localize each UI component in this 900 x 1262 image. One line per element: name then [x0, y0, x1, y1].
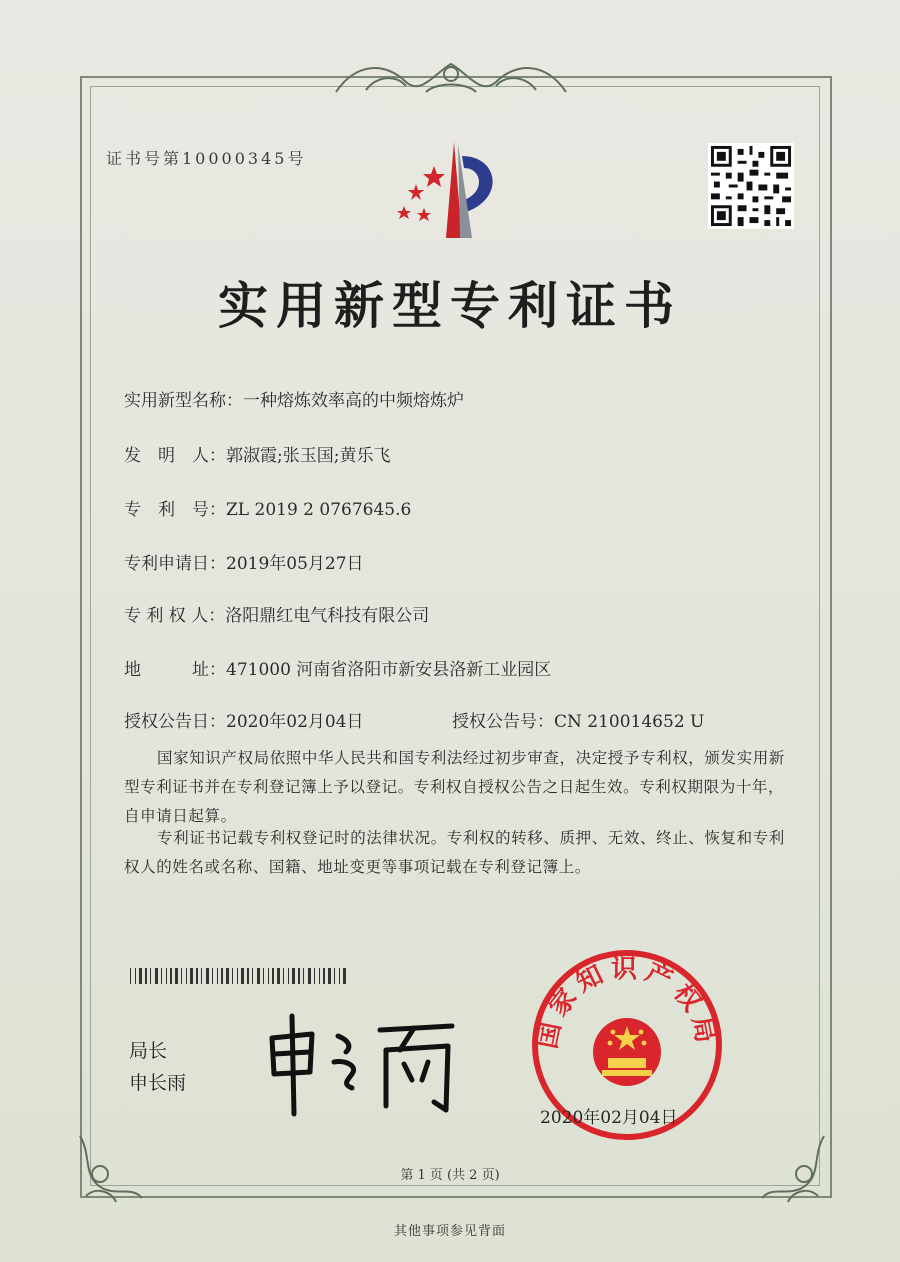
handwritten-signature: [262, 1010, 462, 1120]
patent-holder-value: 洛阳鼎红电气科技有限公司: [225, 606, 430, 626]
grant-number-value: CN 210014652 U: [554, 712, 705, 732]
inventor-row: [124, 441, 390, 466]
grant-date-label: 授权公告日：: [124, 712, 226, 732]
footer-note: 其他事项参见背面: [393, 1224, 506, 1239]
qr-code-icon: [708, 143, 794, 229]
director-name: 申长雨: [129, 1072, 187, 1094]
top-ornament-icon: [326, 52, 576, 104]
certificate-number: 证书号第10000345号: [106, 149, 307, 168]
patent-number-value: ZL 2019 2 0767645.6: [226, 500, 412, 520]
seal-text: 国家知识产权局: [532, 954, 722, 1052]
inventor-label: 发 明 人：: [124, 446, 226, 466]
filing-date-label: 专利申请日：: [124, 554, 226, 574]
patent-holder-label: 专 利 权 人：: [124, 606, 226, 626]
filing-date-row: [124, 549, 364, 574]
filing-date-value: 2019年05月27日: [226, 554, 364, 574]
barcode-icon: [130, 968, 350, 984]
patent-number-label: 专 利 号：: [124, 500, 226, 520]
inventor-value: 郭淑霞;张玉国;黄乐飞: [226, 446, 391, 466]
address-value: 471000 河南省洛阳市新安县洛新工业园区: [226, 660, 552, 680]
grant-number-row: [452, 707, 704, 732]
grant-date-value: 2020年02月04日: [226, 712, 364, 732]
address-label: 地 址：: [124, 660, 226, 680]
cnipa-logo-icon: [386, 138, 516, 250]
patent-number-row: [124, 495, 411, 520]
body-paragraph-grant: 国家知识产权局依照中华人民共和国专利法经过初步审查，决定授予专利权，颁发实用新型专利证书并在专利登记簿上予以登记。专利权自授权公告之日起生效。专利权期限为十年，自申请日起算。: [124, 748, 785, 825]
utility-model-name-value: 一种熔炼效率高的中频熔炼炉: [243, 391, 464, 411]
address-row: [124, 655, 551, 680]
director-title: 局长: [129, 1040, 168, 1062]
grant-number-label: 授权公告号：: [452, 712, 554, 732]
patent-holder-row: [124, 601, 429, 626]
body-paragraph-legal-status: 专利证书记载专利权登记时的法律状况。专利权的转移、质押、无效、终止、恢复和专利权人的姓名或名称、国籍、地址变更等事项记载在专利登记簿上。: [124, 828, 785, 876]
certificate-title: 实用新型专利证书: [218, 277, 682, 335]
utility-model-name-row: [124, 386, 464, 411]
seal-date: 2020年02月04日: [540, 1108, 678, 1128]
grant-date-row: [124, 707, 364, 732]
page-number: 第 1 页 (共 2 页): [400, 1168, 500, 1183]
utility-model-name-label: 实用新型名称：: [124, 391, 243, 411]
